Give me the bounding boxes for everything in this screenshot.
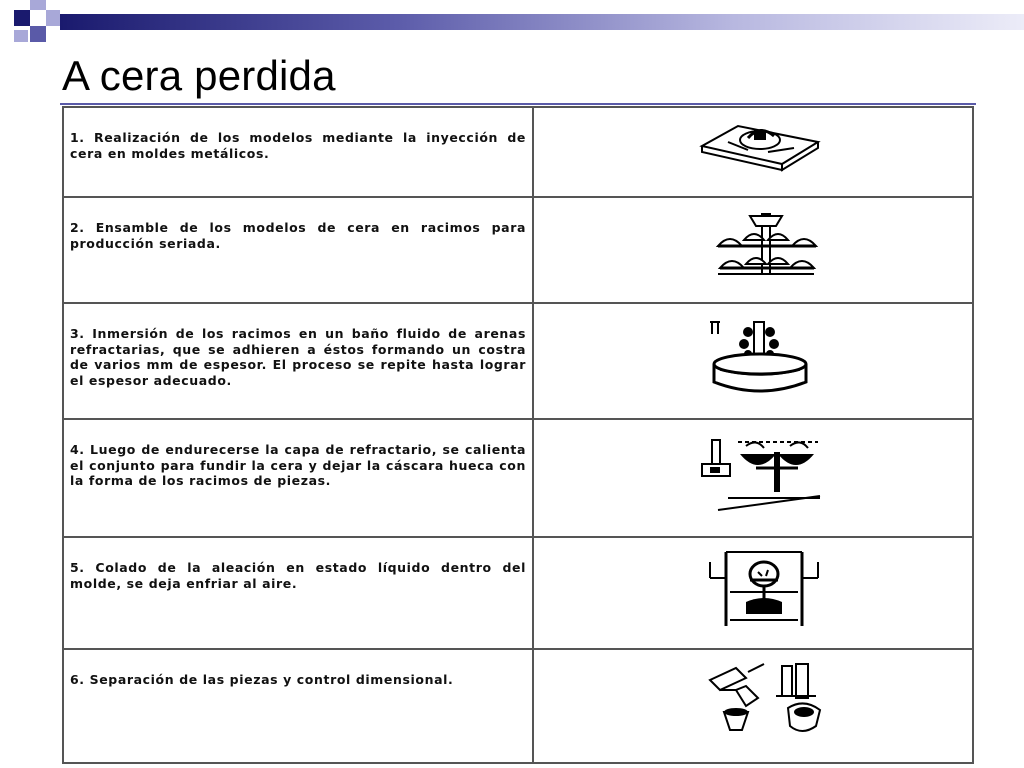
table-row bbox=[63, 197, 973, 303]
corner-square-light-2 bbox=[46, 10, 60, 26]
title-gradient-bar bbox=[60, 14, 1024, 30]
table-row bbox=[63, 537, 973, 649]
step-1-text: 1. Realización de los modelos mediante la inyección de cera en moldes metálicos. bbox=[63, 107, 533, 197]
step-5-text: 5. Colado de la aleación en estado líquido dentro del molde, se deja enfriar al aire. bbox=[63, 537, 533, 649]
step-4-illustration bbox=[533, 419, 973, 537]
wax-injection-mold-icon bbox=[698, 120, 823, 176]
step-3-text: 3. Inmersión de los racimos en un baño fluido de arenas refractarias, que se adhieren a éstos formando un costra de varios mm de espesor. El proceso se repite hasta lograr el espesor adecuado. bbox=[63, 303, 533, 419]
title-underline bbox=[60, 103, 976, 105]
pouring-metal-icon bbox=[706, 550, 822, 628]
step-6-text: 6. Separación de las piezas y control dimensional. bbox=[63, 649, 533, 763]
table-row bbox=[63, 649, 973, 763]
step-1-illustration bbox=[533, 107, 973, 197]
step-3-illustration bbox=[533, 303, 973, 419]
table-row bbox=[63, 107, 973, 197]
step-2-illustration bbox=[533, 197, 973, 303]
step-4-text: 4. Luego de endurecerse la capa de refractario, se calienta el conjunto para fundir la cera y dejar la cáscara hueca con la forma de los racimos de piezas. bbox=[63, 419, 533, 537]
step-5-illustration bbox=[533, 537, 973, 649]
table-row bbox=[63, 419, 973, 537]
step-2-text: 2. Ensamble de los modelos de cera en racimos para producción seriada. bbox=[63, 197, 533, 303]
slide-title: A cera perdida bbox=[62, 52, 336, 99]
corner-square-light bbox=[30, 0, 46, 10]
parts-separation-icon bbox=[706, 660, 832, 740]
process-table bbox=[62, 106, 974, 762]
step-6-illustration bbox=[533, 649, 973, 763]
slurry-dipping-icon bbox=[708, 318, 812, 394]
dewaxing-icon bbox=[698, 438, 824, 512]
corner-square-light-3 bbox=[14, 30, 28, 42]
wax-tree-assembly-icon bbox=[710, 212, 822, 278]
corner-square-dark bbox=[14, 10, 30, 26]
table-row bbox=[63, 303, 973, 419]
corner-square-mid bbox=[30, 26, 46, 42]
